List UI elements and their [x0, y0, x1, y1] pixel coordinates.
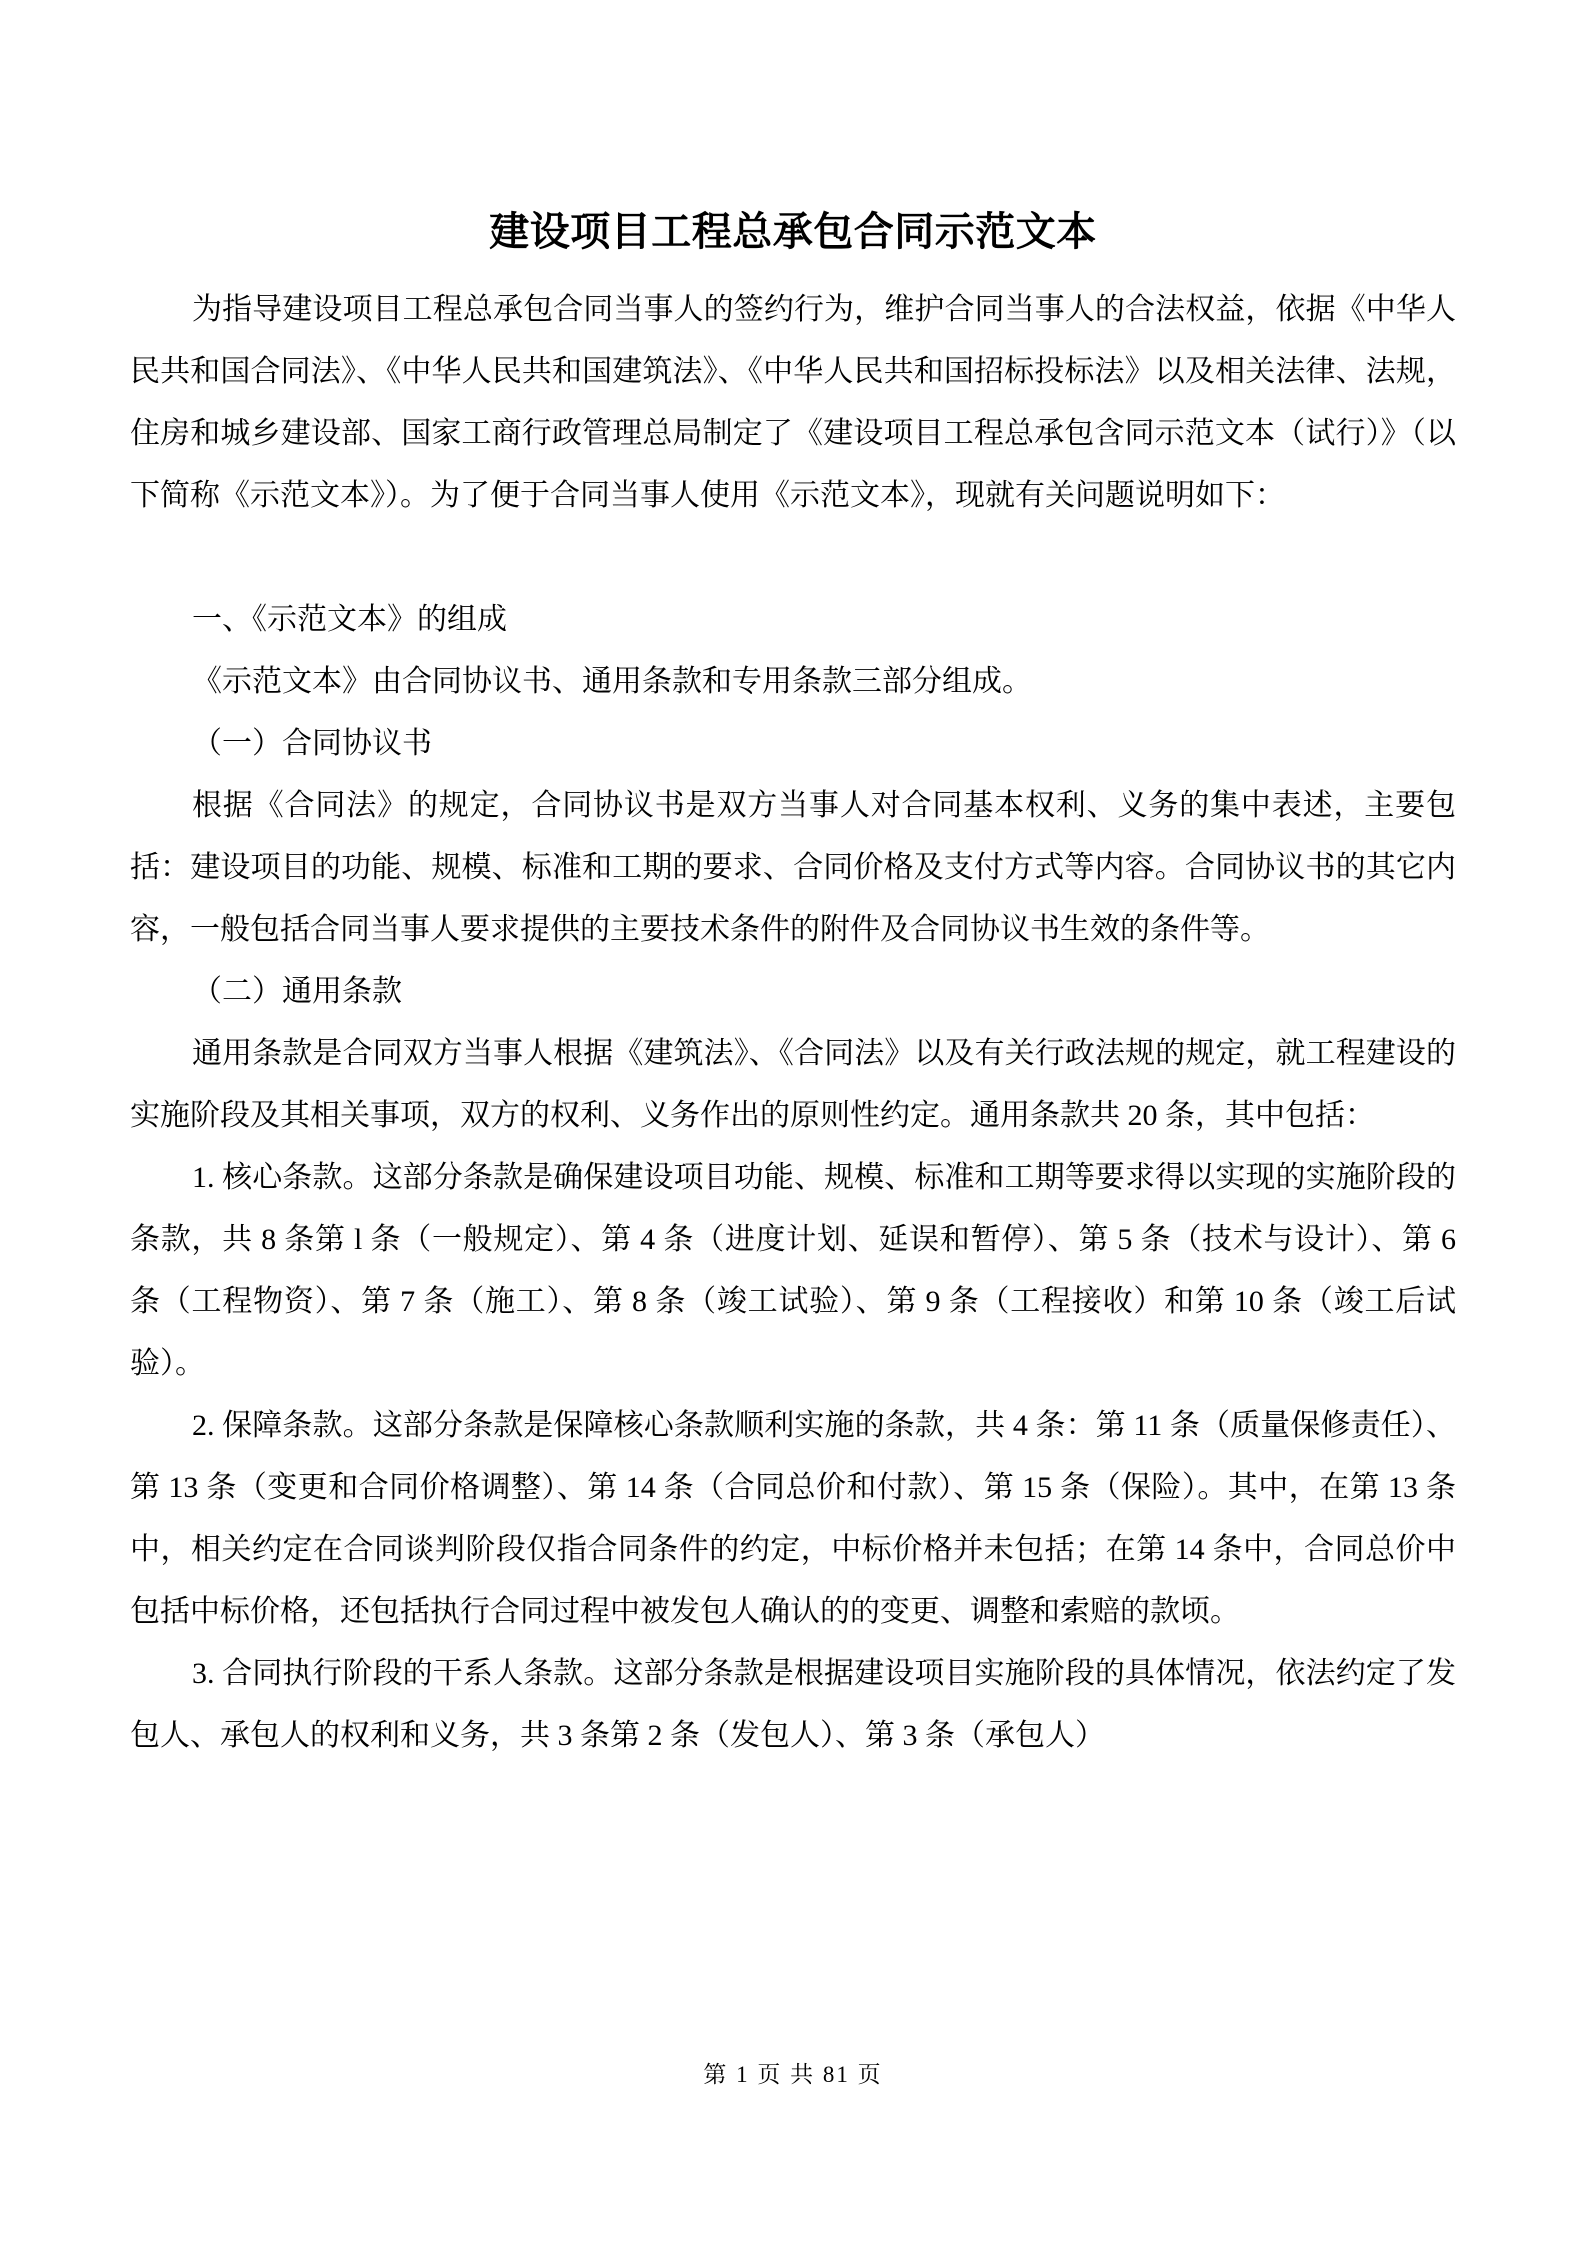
paragraph: （二）通用条款	[192, 975, 402, 1008]
paragraph: 通用条款是合同双方当事人根据《建筑法》、《合同法》以及有关行政法规的规定，就工程建设的实施阶段及其相关事项，双方的权利、义务作出的原则性约定。通用条款共 20 条，其中包括：	[130, 1037, 1456, 1132]
document-title: 建设项目工程总承包合同示范文本	[489, 210, 1097, 254]
paragraph: 为指导建设项目工程总承包合同当事人的签约行为，维护合同当事人的合法权益，依据《中华人民共和国合同法》、《中华人民共和国建筑法》、《中华人民共和国招标投标法》以及相关法律、法规，住房和城乡建设部、国家工商行政管理总局制定了《建设项目工程总承包含同示范文本（试行）》（以下简称《示范文本》）。为了便于合同当事人使用《示范文本》，现就有关问题说明如下：	[130, 293, 1456, 512]
paragraph: 2. 保障条款。这部分条款是保障核心条款顺利实施的条款，共 4 条：第 11 条（质量保修责任）、第 13 条（变更和合同价格调整）、第 14 条（合同总价和付款）、第 15 条（保险）。其中，在第 13 条中，相关约定在合同谈判阶段仅指合同条件的约定，中标价格并未包括；在第 14 条中，合同总价中包括中标价格，还包括执行合同过程中被发包人确认的的变更、调整和索赔的款顷。	[130, 1409, 1456, 1628]
paragraph: 根据《合同法》的规定，合同协议书是双方当事人对合同基本权利、义务的集中表述，主要包括：建设项目的功能、规模、标准和工期的要求、合同价格及支付方式等内容。合同协议书的其它内容，一般包括合同当事人要求提供的主要技术条件的附件及合同协议书生效的条件等。	[130, 789, 1456, 946]
paragraph: （一）合同协议书	[192, 727, 432, 760]
paragraph: 3. 合同执行阶段的干系人条款。这部分条款是根据建设项目实施阶段的具体情况，依法约定了发包人、承包人的权利和义务，共 3 条第 2 条（发包人）、第 3 条（承包人）	[130, 1657, 1456, 1752]
document-content	[130, 200, 1456, 1767]
document-body	[130, 279, 1456, 1767]
page-footer: 第 1 页 共 81 页	[703, 2062, 883, 2087]
paragraph	[130, 527, 1456, 589]
paragraph: 1. 核心条款。这部分条款是确保建设项目功能、规模、标准和工期等要求得以实现的实施阶段的条款，共 8 条第 l 条（一般规定）、第 4 条（进度计划、延误和暂停）、第 5 条（技术与设计）、第 6 条（工程物资）、第 7 条（施工）、第 8 条（竣工试验）、第 9 条（工程接收）和第 10 条（竣工后试验）。	[130, 1161, 1456, 1380]
paragraph: 一、《示范文本》的组成	[192, 603, 507, 636]
paragraph: 《示范文本》由合同协议书、通用条款和专用条款三部分组成。	[192, 665, 1032, 698]
